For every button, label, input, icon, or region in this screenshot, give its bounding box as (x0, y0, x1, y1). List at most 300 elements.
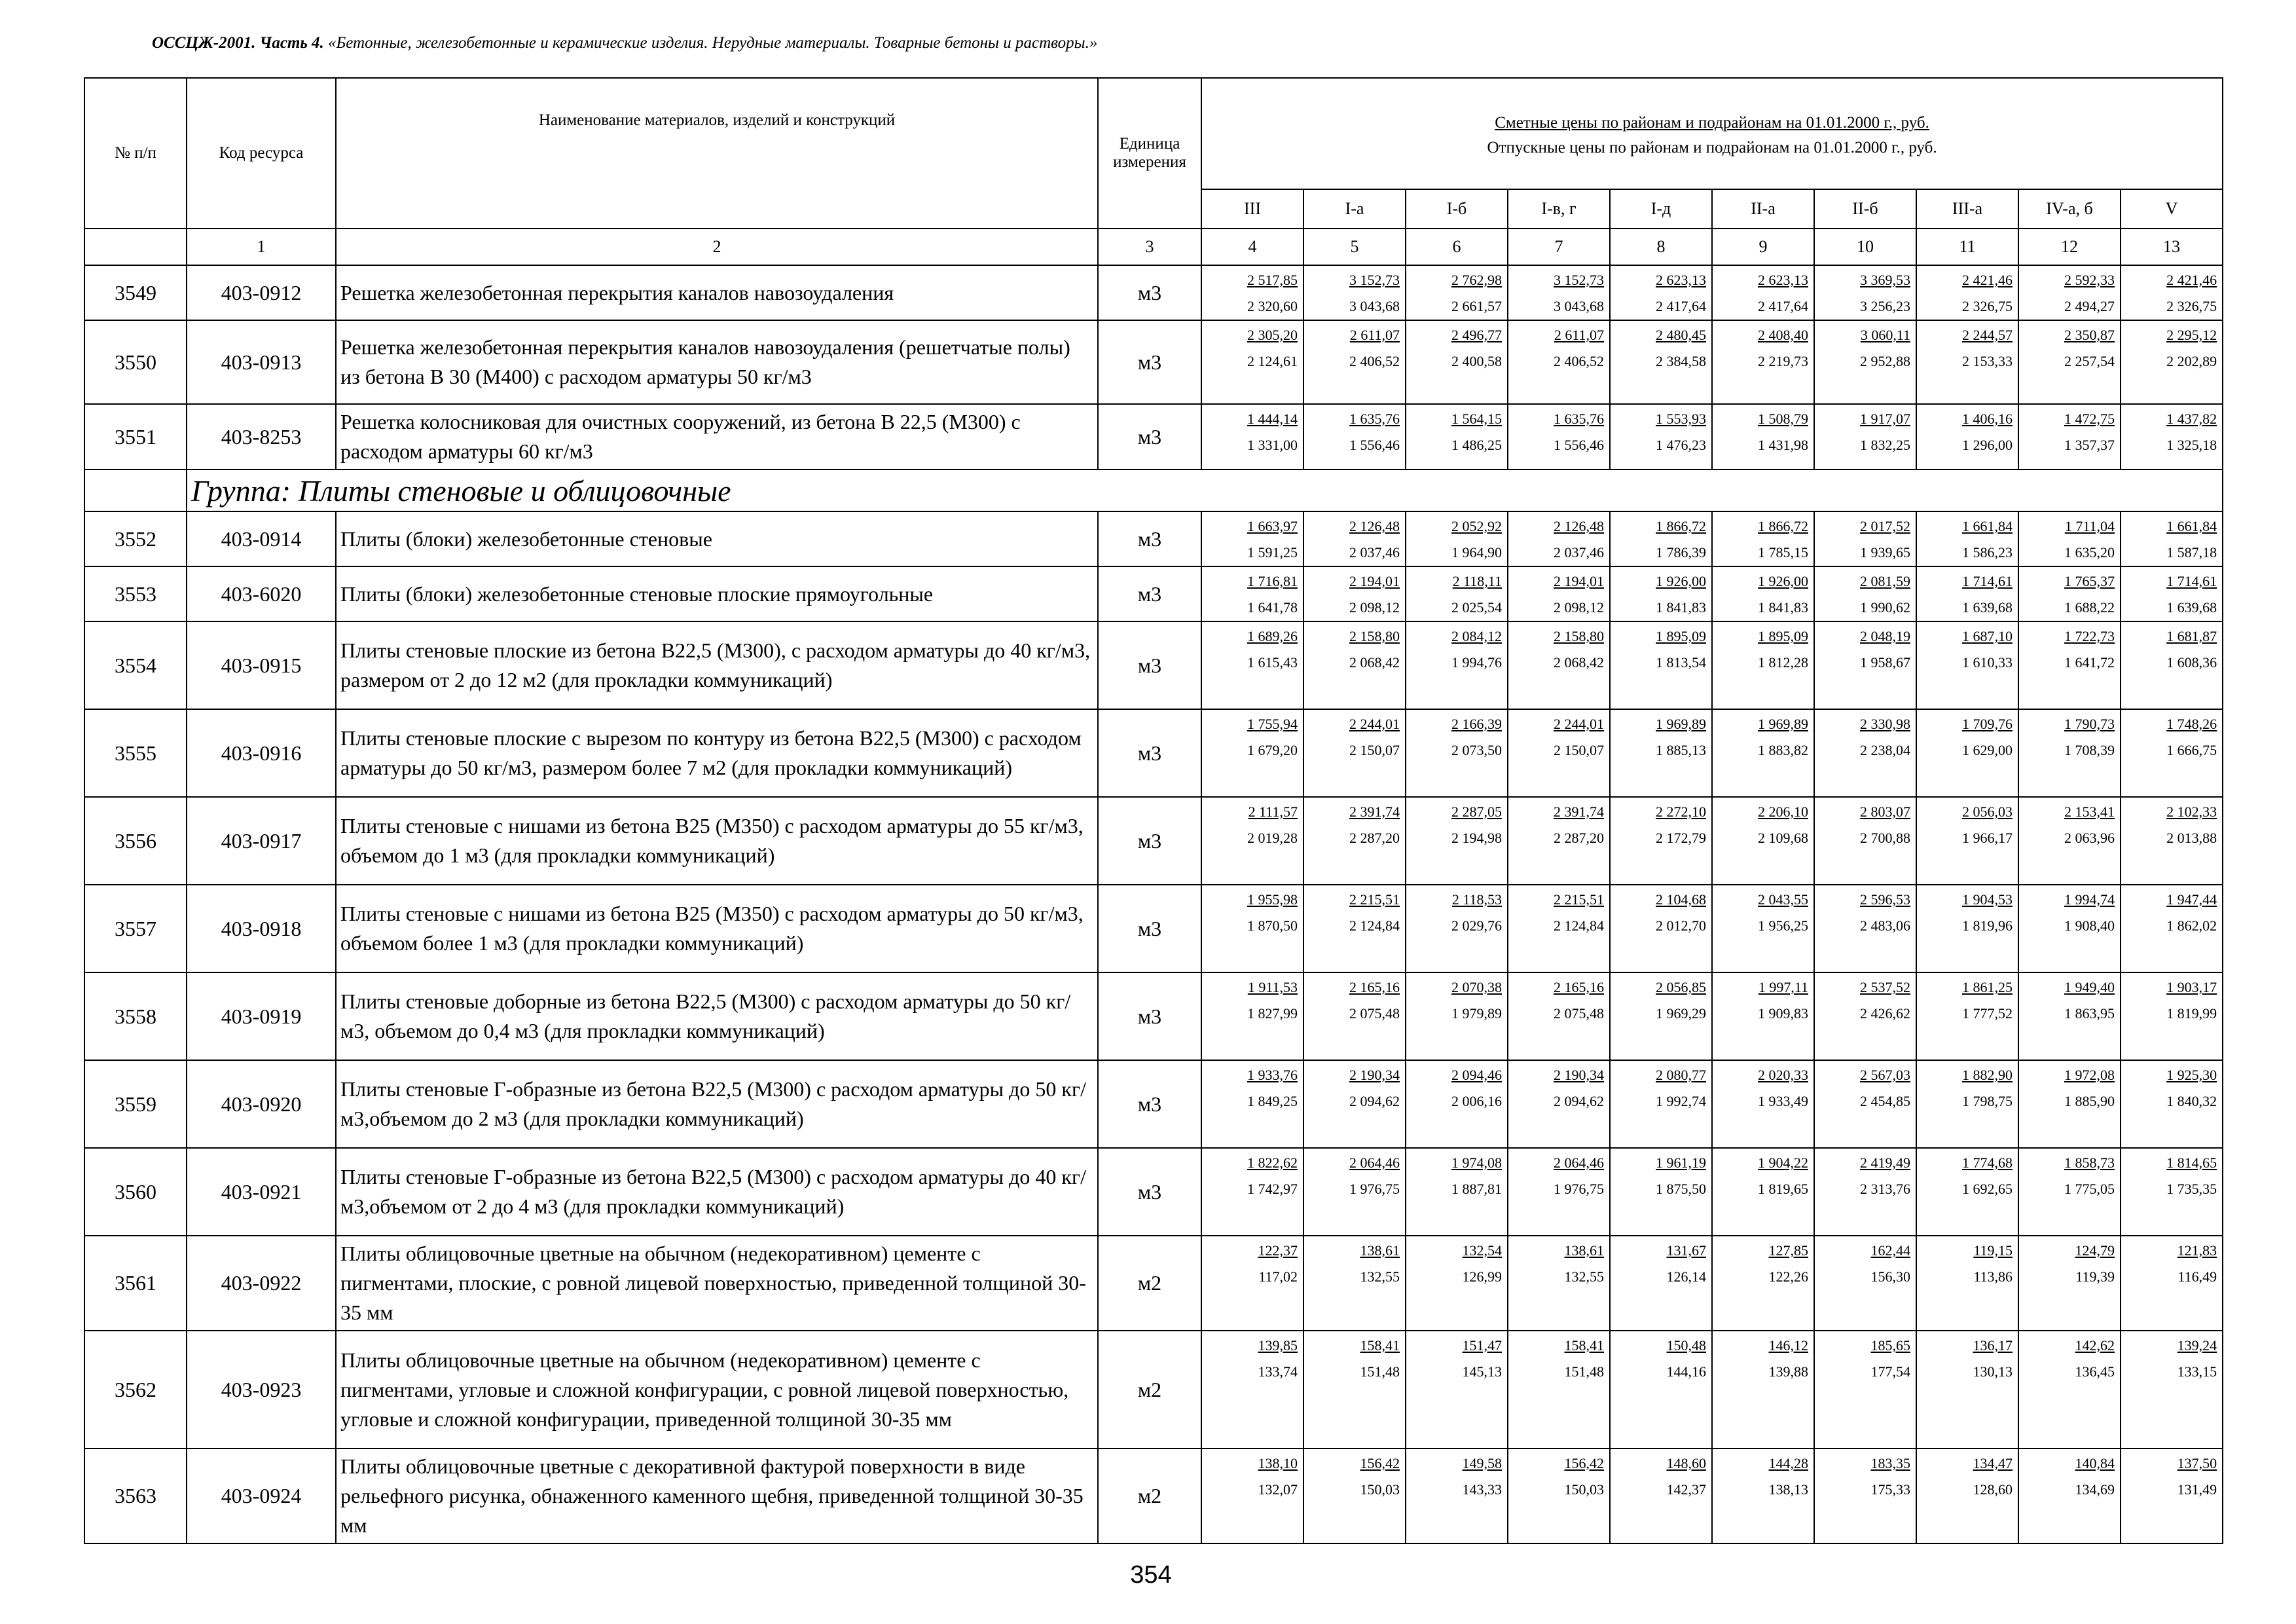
price-cell (2121, 320, 2223, 404)
price-cell (1303, 709, 1406, 797)
price-cell (1508, 621, 1610, 709)
price-cell (1916, 1148, 2018, 1236)
estimated-price: 144,28 (1768, 1455, 1808, 1471)
row-number: 3554 (84, 621, 187, 709)
release-price: 1 431,98 (1758, 437, 1808, 453)
price-cell (1303, 1060, 1406, 1148)
header-column-numbers (84, 229, 2223, 265)
price-cell (1406, 709, 1508, 797)
price-cell (2018, 265, 2121, 320)
running-header-title: ОССЦЖ-2001. Часть 4. (152, 34, 324, 52)
price-cell (1201, 1331, 1303, 1449)
unit: м3 (1098, 621, 1201, 709)
unit: м3 (1098, 885, 1201, 972)
release-price: 1 813,54 (1656, 654, 1706, 671)
release-price: 1 887,81 (1451, 1181, 1502, 1197)
release-price: 1 608,36 (2166, 654, 2217, 671)
release-price: 139,88 (1768, 1363, 1808, 1380)
release-price: 1 786,39 (1656, 544, 1706, 561)
price-cell (1814, 320, 1916, 404)
unit: м3 (1098, 797, 1201, 885)
header-column-number: 13 (2121, 229, 2223, 265)
release-price: 1 883,82 (1758, 742, 1808, 758)
price-cell (2121, 709, 2223, 797)
price-cell (1814, 1236, 1916, 1331)
price-cell (2121, 1236, 2223, 1331)
price-cell (1712, 511, 1814, 566)
price-cell (1406, 265, 1508, 320)
price-cell (1303, 1449, 1406, 1543)
release-price: 2 019,28 (1247, 830, 1298, 846)
estimated-price: 2 064,46 (1349, 1154, 1400, 1171)
release-price: 1 629,00 (1962, 742, 2013, 758)
estimated-price: 1 564,15 (1451, 411, 1502, 427)
price-cell (1303, 885, 1406, 972)
estimated-price: 1 974,08 (1451, 1154, 1502, 1171)
price-cell (1303, 511, 1406, 566)
estimated-price: 2 596,53 (1860, 891, 1910, 908)
price-cell (2018, 404, 2121, 470)
estimated-price: 2 126,48 (1349, 518, 1400, 534)
price-cell (1916, 885, 2018, 972)
estimated-price: 3 152,73 (1554, 272, 1604, 288)
price-cell (1814, 511, 1916, 566)
header-column-number: 11 (1916, 229, 2018, 265)
release-price: 2 068,42 (1554, 654, 1604, 671)
price-cell (1610, 621, 1712, 709)
release-price: 1 785,15 (1758, 544, 1808, 561)
release-price: 133,74 (1258, 1363, 1298, 1380)
price-cell (1814, 621, 1916, 709)
release-price: 1 688,22 (2064, 599, 2115, 616)
price-cell (1712, 404, 1814, 470)
row-number: 3551 (84, 404, 187, 470)
release-price: 2 025,54 (1451, 599, 1502, 616)
release-price: 2 013,88 (2166, 830, 2217, 846)
release-price: 2 063,96 (2064, 830, 2115, 846)
estimated-price: 2 215,51 (1554, 891, 1604, 908)
release-price: 130,13 (1973, 1363, 2013, 1380)
table-header (84, 78, 2223, 265)
release-price: 2 320,60 (1247, 298, 1298, 314)
estimated-price: 1 472,75 (2064, 411, 2115, 427)
estimated-price: 140,84 (2075, 1455, 2115, 1471)
unit: м3 (1098, 320, 1201, 404)
estimated-price: 2 158,80 (1349, 628, 1400, 644)
price-cell (1610, 972, 1712, 1060)
release-price: 2 098,12 (1554, 599, 1604, 616)
price-cell (2121, 1148, 2223, 1236)
table-row (84, 1060, 2223, 1148)
group-section (84, 470, 2223, 511)
release-price: 145,13 (1462, 1363, 1502, 1380)
price-cell (2018, 566, 2121, 621)
material-name: Плиты облицовочные цветные на обычном (недекоративном) цементе с пигментами, угловые и сложной конфигурации, с ровной лицевой поверхностью, угловые и сложной конфигурации, приведенной толщиной 30-35 мм (336, 1331, 1098, 1449)
unit: м3 (1098, 566, 1201, 621)
estimated-price: 146,12 (1768, 1337, 1808, 1354)
release-price: 2 075,48 (1554, 1005, 1604, 1022)
price-cell (1712, 972, 1814, 1060)
header-column-number: 4 (1201, 229, 1303, 265)
estimated-price: 2 611,07 (1554, 327, 1604, 343)
release-price: 2 094,62 (1349, 1093, 1400, 1109)
release-price: 1 832,25 (1860, 437, 1910, 453)
estimated-price: 2 803,07 (1860, 803, 1910, 820)
resource-code: 403-0912 (187, 265, 336, 320)
estimated-price: 121,83 (2177, 1242, 2217, 1259)
estimated-price: 2 194,01 (1349, 573, 1400, 589)
estimated-price: 2 190,34 (1349, 1067, 1400, 1083)
release-price: 1 908,40 (2064, 917, 2115, 934)
price-cell (2121, 1060, 2223, 1148)
release-price: 1 840,32 (2166, 1093, 2217, 1109)
unit: м3 (1098, 511, 1201, 566)
release-price: 1 841,83 (1758, 599, 1808, 616)
group-row (84, 470, 2223, 511)
price-cell (1508, 404, 1610, 470)
price-cell (1508, 566, 1610, 621)
material-name: Решетка колосниковая для очистных сооружений, из бетона В 22,5 (М300) с расходом арматуры 60 кг/м3 (336, 404, 1098, 470)
estimated-price: 2 153,41 (2064, 803, 2115, 820)
release-price: 2 494,27 (2064, 298, 2115, 314)
release-price: 1 296,00 (1962, 437, 2013, 453)
price-cell (1508, 797, 1610, 885)
estimated-price: 2 350,87 (2064, 327, 2115, 343)
estimated-price: 2 517,85 (1247, 272, 1298, 288)
estimated-price: 1 437,82 (2166, 411, 2217, 427)
estimated-price: 1 681,87 (2166, 628, 2217, 644)
unit: м3 (1098, 1148, 1201, 1236)
running-header (152, 34, 1097, 52)
price-cell (1406, 1449, 1508, 1543)
release-price: 116,49 (2178, 1268, 2217, 1285)
price-cell (1916, 709, 2018, 797)
material-name: Плиты стеновые Г-образные из бетона В22,5 (М300) с расходом арматуры до 50 кг/м3,объемом до 2 м3 (для прокладки коммуникаций) (336, 1060, 1098, 1148)
price-cell (2018, 621, 2121, 709)
estimated-price: 3 060,11 (1860, 327, 1910, 343)
estimated-price: 1 933,76 (1247, 1067, 1298, 1083)
estimated-price: 1 961,19 (1656, 1154, 1706, 1171)
release-price: 1 849,25 (1247, 1093, 1298, 1109)
estimated-price: 1 904,53 (1962, 891, 2013, 908)
estimated-price: 2 480,45 (1656, 327, 1706, 343)
estimated-price: 1 774,68 (1962, 1154, 2013, 1171)
release-price: 1 862,02 (2166, 917, 2217, 934)
resource-code: 403-0914 (187, 511, 336, 566)
release-price: 2 257,54 (2064, 353, 2115, 369)
price-cell (1201, 566, 1303, 621)
estimated-price: 1 716,81 (1247, 573, 1298, 589)
estimated-price: 2 056,03 (1962, 803, 2013, 820)
release-price: 113,86 (1973, 1268, 2013, 1285)
unit: м3 (1098, 1060, 1201, 1148)
price-cell (1610, 885, 1712, 972)
price-cell (2121, 972, 2223, 1060)
header-column-number: 6 (1406, 229, 1508, 265)
price-cell (1610, 1331, 1712, 1449)
price-cell (1712, 797, 1814, 885)
estimated-price: 162,44 (1870, 1242, 1910, 1259)
estimated-price: 2 166,39 (1451, 716, 1502, 732)
release-price: 2 483,06 (1860, 917, 1910, 934)
unit: м3 (1098, 404, 1201, 470)
price-cell (1406, 885, 1508, 972)
price-cell (2121, 885, 2223, 972)
resource-code: 403-0923 (187, 1331, 336, 1449)
price-cell (1508, 1449, 1610, 1543)
header-column-number: 8 (1610, 229, 1712, 265)
estimated-price: 1 903,17 (2166, 979, 2217, 995)
release-price: 151,48 (1564, 1363, 1604, 1380)
estimated-price: 1 925,30 (2166, 1067, 2217, 1083)
release-price: 1 587,18 (2166, 544, 2217, 561)
release-price: 1 708,39 (2064, 742, 2115, 758)
release-price: 1 819,65 (1758, 1181, 1808, 1197)
estimated-price: 183,35 (1870, 1455, 1910, 1471)
price-cell (2121, 797, 2223, 885)
estimated-price: 142,62 (2075, 1337, 2115, 1354)
price-cell (2018, 1148, 2121, 1236)
release-price: 2 426,62 (1860, 1005, 1910, 1022)
release-price: 1 641,78 (1247, 599, 1298, 616)
estimated-price: 1 714,61 (1962, 573, 2013, 589)
estimated-price: 2 206,10 (1758, 803, 1808, 820)
release-price: 117,02 (1258, 1268, 1298, 1285)
estimated-price: 2 623,13 (1758, 272, 1808, 288)
release-price: 1 615,43 (1247, 654, 1298, 671)
price-cell (1406, 320, 1508, 404)
release-price: 2 238,04 (1860, 742, 1910, 758)
release-price: 1 990,62 (1860, 599, 1910, 616)
price-cell (1916, 1236, 2018, 1331)
table-body-top (84, 265, 2223, 470)
estimated-price: 138,61 (1360, 1242, 1400, 1259)
price-cell (2018, 1236, 2121, 1331)
release-price: 3 256,23 (1860, 298, 1910, 314)
price-cell (1610, 320, 1712, 404)
price-cell (1303, 265, 1406, 320)
price-cell (1303, 797, 1406, 885)
estimated-price: 156,42 (1564, 1455, 1604, 1471)
header-price-release: Отпускные цены по районам и подрайонам на 01.01.2000 г., руб. (1487, 139, 1937, 157)
resource-code: 403-0920 (187, 1060, 336, 1148)
price-cell (1712, 1449, 1814, 1543)
estimated-price: 158,41 (1564, 1337, 1604, 1354)
estimated-price: 2 052,92 (1451, 518, 1502, 534)
resource-code: 403-0922 (187, 1236, 336, 1331)
release-price: 2 287,20 (1349, 830, 1400, 846)
price-cell (1303, 566, 1406, 621)
estimated-price: 1 748,26 (2166, 716, 2217, 732)
estimated-price: 1 689,26 (1247, 628, 1298, 644)
estimated-price: 2 043,55 (1758, 891, 1808, 908)
release-price: 1 870,50 (1247, 917, 1298, 934)
estimated-price: 2 104,68 (1656, 891, 1706, 908)
price-cell (1201, 320, 1303, 404)
price-cell (1201, 511, 1303, 566)
release-price: 2 029,76 (1451, 917, 1502, 934)
estimated-price: 2 064,46 (1554, 1154, 1604, 1171)
release-price: 132,55 (1564, 1268, 1604, 1285)
price-cell (1610, 1148, 1712, 1236)
price-cell (2018, 1331, 2121, 1449)
header-unit: Единица измерения (1098, 78, 1201, 229)
price-cell (1508, 511, 1610, 566)
estimated-price: 119,15 (1973, 1242, 2013, 1259)
price-cell (1916, 621, 2018, 709)
table-row (84, 1331, 2223, 1449)
material-name: Плиты стеновые Г-образные из бетона В22,5 (М300) с расходом арматуры до 40 кг/м3,объемом от 2 до 4 м3 (для прокладки коммуникаций) (336, 1148, 1098, 1236)
release-price: 175,33 (1870, 1481, 1910, 1498)
estimated-price: 149,58 (1462, 1455, 1502, 1471)
price-cell (1814, 1331, 1916, 1449)
release-price: 1 969,29 (1656, 1005, 1706, 1022)
release-price: 1 841,83 (1656, 599, 1706, 616)
release-price: 1 958,67 (1860, 654, 1910, 671)
header-column-number: 9 (1712, 229, 1814, 265)
release-price: 1 325,18 (2166, 437, 2217, 453)
price-cell (2018, 797, 2121, 885)
price-cell (1814, 972, 1916, 1060)
estimated-price: 2 305,20 (1247, 327, 1298, 343)
estimated-price: 2 391,74 (1554, 803, 1604, 820)
price-cell (1303, 320, 1406, 404)
release-price: 1 586,23 (1962, 544, 2013, 561)
release-price: 119,39 (2075, 1268, 2115, 1285)
estimated-price: 1 969,89 (1656, 716, 1706, 732)
header-name: Наименование материалов, изделий и конструкций (336, 78, 1098, 229)
estimated-price: 2 084,12 (1451, 628, 1502, 644)
estimated-price: 2 567,03 (1860, 1067, 1910, 1083)
estimated-price: 3 369,53 (1860, 272, 1910, 288)
release-price: 2 150,07 (1349, 742, 1400, 758)
header-region: I-в, г (1508, 189, 1610, 229)
estimated-price: 1 765,37 (2064, 573, 2115, 589)
estimated-price: 1 687,10 (1962, 628, 2013, 644)
price-cell (1712, 621, 1814, 709)
estimated-price: 2 295,12 (2166, 327, 2217, 343)
row-number: 3559 (84, 1060, 187, 1148)
release-price: 2 400,58 (1451, 353, 1502, 369)
price-cell (1508, 709, 1610, 797)
header-num: № п/п (84, 78, 187, 229)
release-price: 1 909,83 (1758, 1005, 1808, 1022)
price-cell (1610, 566, 1712, 621)
price-cell (2121, 566, 2223, 621)
price-cell (1201, 1236, 1303, 1331)
release-price: 1 885,13 (1656, 742, 1706, 758)
price-cell (1406, 621, 1508, 709)
price-cell (1814, 709, 1916, 797)
header-price (1201, 78, 2223, 189)
release-price: 142,37 (1666, 1481, 1706, 1498)
price-cell (1814, 404, 1916, 470)
header-column-number: 1 (187, 229, 336, 265)
resource-code: 403-6020 (187, 566, 336, 621)
release-price: 1 827,99 (1247, 1005, 1298, 1022)
estimated-price: 2 592,33 (2064, 272, 2115, 288)
release-price: 1 812,28 (1758, 654, 1808, 671)
table-row (84, 320, 2223, 404)
price-cell (1610, 265, 1712, 320)
estimated-price: 1 635,76 (1554, 411, 1604, 427)
estimated-price: 2 330,98 (1860, 716, 1910, 732)
row-number: 3557 (84, 885, 187, 972)
estimated-price: 1 911,53 (1247, 979, 1298, 995)
header-column-number: 12 (2018, 229, 2121, 265)
price-cell (1201, 972, 1303, 1060)
release-price: 138,13 (1768, 1481, 1808, 1498)
release-price: 1 357,37 (2064, 437, 2115, 453)
price-cell (1406, 972, 1508, 1060)
estimated-price: 2 056,85 (1656, 979, 1706, 995)
release-price: 1 819,96 (1962, 917, 2013, 934)
price-cell (1916, 265, 2018, 320)
estimated-price: 2 111,57 (1248, 803, 1298, 820)
estimated-price: 2 287,05 (1451, 803, 1502, 820)
estimated-price: 131,67 (1666, 1242, 1706, 1259)
material-name: Решетка железобетонная перекрытия каналов навозоудаления (336, 265, 1098, 320)
price-cell (2018, 709, 2121, 797)
estimated-price: 2 158,80 (1554, 628, 1604, 644)
estimated-price: 158,41 (1360, 1337, 1400, 1354)
price-cell (1508, 972, 1610, 1060)
price-cell (1916, 566, 2018, 621)
estimated-price: 2 048,19 (1860, 628, 1910, 644)
estimated-price: 1 661,84 (2166, 518, 2217, 534)
release-price: 1 939,65 (1860, 544, 1910, 561)
price-cell (1508, 1236, 1610, 1331)
estimated-price: 1 882,90 (1962, 1067, 2013, 1083)
row-number: 3556 (84, 797, 187, 885)
header-column-number: 5 (1303, 229, 1406, 265)
release-price: 132,55 (1360, 1268, 1400, 1285)
header-region: II-б (1814, 189, 1916, 229)
estimated-price: 1 858,73 (2064, 1154, 2115, 1171)
estimated-price: 1 947,44 (2166, 891, 2217, 908)
material-name: Плиты (блоки) железобетонные стеновые (336, 511, 1098, 566)
release-price: 1 976,75 (1349, 1181, 1400, 1197)
resource-code: 403-0921 (187, 1148, 336, 1236)
price-cell (1201, 1449, 1303, 1543)
price-cell (2018, 320, 2121, 404)
release-price: 2 109,68 (1758, 830, 1808, 846)
header-region: III (1201, 189, 1303, 229)
estimated-price: 2 537,52 (1860, 979, 1910, 995)
estimated-price: 1 709,76 (1962, 716, 2013, 732)
release-price: 1 966,17 (1962, 830, 2013, 846)
unit: м3 (1098, 265, 1201, 320)
material-name: Плиты стеновые доборные из бетона В22,5 (М300) с расходом арматуры до 50 кг/м3, объемом до 0,4 м3 (для прокладки коммуникаций) (336, 972, 1098, 1060)
price-cell (2121, 511, 2223, 566)
estimated-price: 136,17 (1973, 1337, 2013, 1354)
release-price: 131,49 (2177, 1481, 2217, 1498)
release-price: 1 992,74 (1656, 1093, 1706, 1109)
header-column-number: 10 (1814, 229, 1916, 265)
price-cell (2018, 885, 2121, 972)
price-cell (2121, 621, 2223, 709)
estimated-price: 1 790,73 (2064, 716, 2115, 732)
release-price: 156,30 (1870, 1268, 1910, 1285)
release-price: 1 735,35 (2166, 1181, 2217, 1197)
price-cell (2121, 404, 2223, 470)
table-row (84, 1148, 2223, 1236)
price-cell (1712, 1060, 1814, 1148)
price-cell (2121, 265, 2223, 320)
header-code: Код ресурса (187, 78, 336, 229)
price-cell (1303, 404, 1406, 470)
table-row (84, 797, 2223, 885)
